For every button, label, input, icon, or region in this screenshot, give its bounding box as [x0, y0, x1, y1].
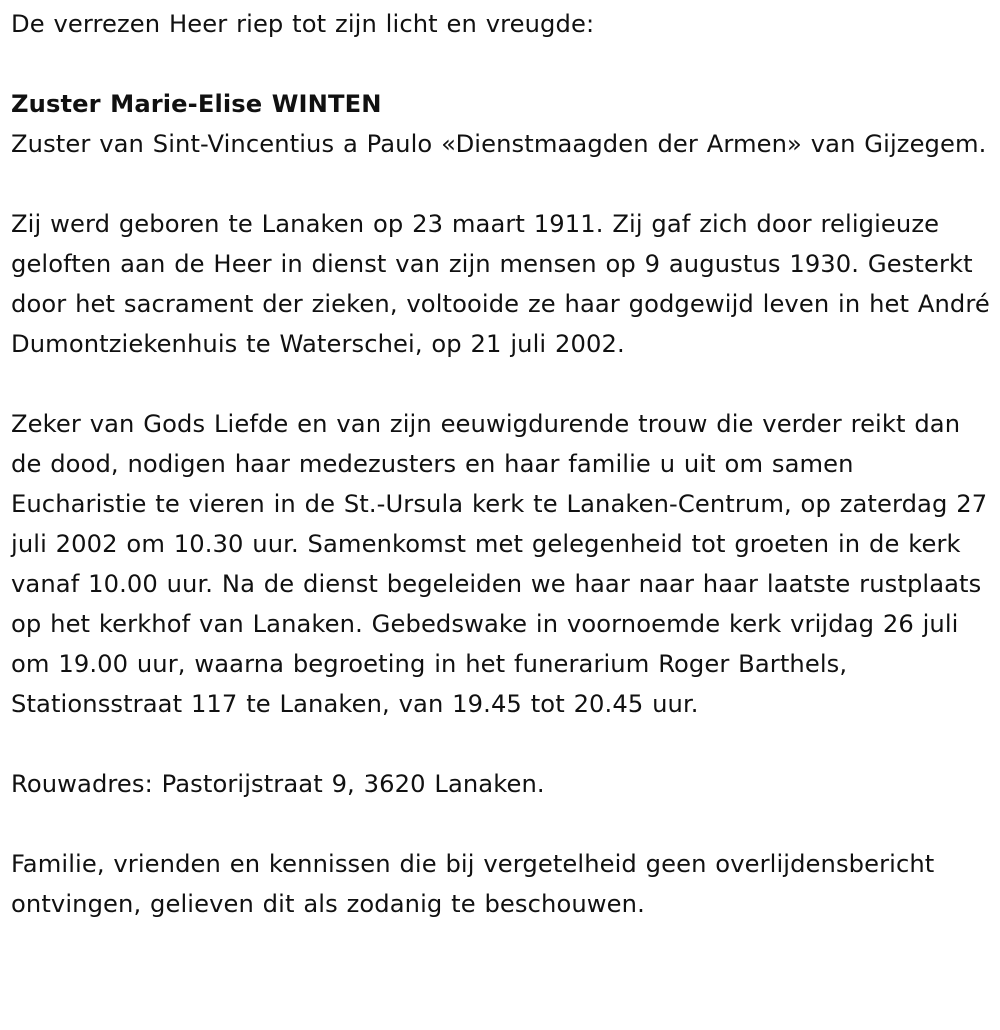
mourning-address: Rouwadres: Pastorijstraat 9, 3620 Lanaken. — [11, 770, 545, 798]
funeral-details-paragraph: Zeker van Gods Liefde en van zijn eeuwigdurende trouw die verder reikt dan de dood, nodigen haar medezusters en haar familie u uit om samen Eucharistie te vieren in de St.-Ursula kerk te Lanaken-Centrum, op zaterdag 27 juli 2002 om 10.30 uur. Samenkomst met gelegenheid tot groeten in de kerk vanaf 10.00 uur. Na de dienst begeleiden we haar naar haar laatste rustplaats op het kerkhof van Lanaken. Gebedswake in voornoemde kerk vrijdag 26 juli om 19.00 uur, waarna begroeting in het funerarium Roger Barthels, Stationsstraat 117 te Lanaken, van 19.45 tot 20.45 uur. — [11, 410, 988, 718]
death-notice — [11, 4, 996, 924]
congregation-text: Zuster van Sint-Vincentius a Paulo «Dienstmaagden der Armen» van Gijzegem. — [11, 130, 987, 158]
intro-text: De verrezen Heer riep tot zijn licht en vreugde: — [11, 10, 595, 38]
closing-note: Familie, vrienden en kennissen die bij vergetelheid geen overlijdensbericht ontvingen, gelieven dit als zodanig te beschouwen. — [11, 850, 935, 918]
biography-paragraph: Zij werd geboren te Lanaken op 23 maart 1911. Zij gaf zich door religieuze geloften aan de Heer in dienst van zijn mensen op 9 augustus 1930. Gesterkt door het sacrament der zieken, voltooide ze haar godgewijd leven in het André Dumontziekenhuis te Waterschei, op 21 juli 2002. — [11, 210, 990, 358]
deceased-name-heading: Zuster Marie-Elise WINTEN — [11, 90, 382, 118]
